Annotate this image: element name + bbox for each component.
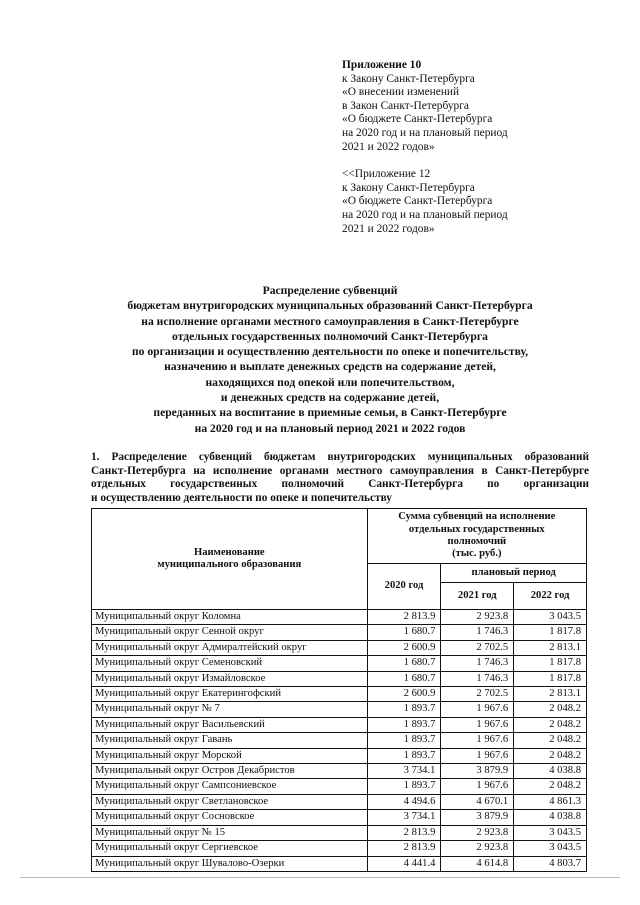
value-2022-cell: 2 048.2 bbox=[514, 733, 587, 748]
table-row bbox=[92, 671, 587, 686]
value-2022-cell: 4 803.7 bbox=[514, 856, 587, 871]
value-2022-cell: 2 048.2 bbox=[514, 702, 587, 717]
appendix-line: «О внесении изменений bbox=[342, 86, 460, 99]
value-2022-cell: 3 043.5 bbox=[514, 610, 587, 625]
value-2021-cell: 3 879.9 bbox=[441, 810, 514, 825]
sub-appendix-line: на 2020 год и на плановый период bbox=[342, 208, 508, 221]
name-column-header bbox=[92, 509, 368, 610]
district-name-cell: Муниципальный округ Шувалово-Озерки bbox=[92, 856, 368, 871]
value-2021-cell: 1 967.6 bbox=[441, 733, 514, 748]
district-name-cell: Муниципальный округ Измайловское bbox=[92, 671, 368, 686]
value-2020-cell: 2 813.9 bbox=[367, 825, 441, 840]
value-2021-cell: 3 879.9 bbox=[441, 764, 514, 779]
value-2022-cell: 3 043.5 bbox=[514, 841, 587, 856]
district-name-cell: Муниципальный округ Васильевский bbox=[92, 717, 368, 732]
value-2022-cell: 1 817.8 bbox=[514, 625, 587, 640]
value-2021-cell: 1 967.6 bbox=[441, 717, 514, 732]
page-edge-line bbox=[20, 877, 620, 878]
title-line: отдельных государственных полномочий Санкт-Петербурга bbox=[172, 329, 488, 343]
district-name-cell: Муниципальный округ Сампсониевское bbox=[92, 779, 368, 794]
value-2021-cell: 4 670.1 bbox=[441, 794, 514, 809]
value-2021-cell: 2 923.8 bbox=[441, 610, 514, 625]
sub-appendix-line: <<Приложение 12 bbox=[342, 168, 431, 181]
table-row bbox=[92, 810, 587, 825]
value-2022-cell: 1 817.8 bbox=[514, 656, 587, 671]
value-2020-cell: 1 680.7 bbox=[367, 625, 441, 640]
value-2020-cell: 1 893.7 bbox=[367, 733, 441, 748]
value-2020-cell: 1 893.7 bbox=[367, 779, 441, 794]
value-2021-cell: 1 746.3 bbox=[441, 625, 514, 640]
planned-period-header: плановый период bbox=[441, 564, 587, 583]
year-2021-header: 2021 год bbox=[441, 583, 514, 610]
year-2022-header: 2022 год bbox=[514, 583, 587, 610]
header-text: (тыс. руб.) bbox=[452, 548, 502, 560]
section-line: и осуществлению деятельности по опеке и попечительству bbox=[91, 491, 392, 504]
header-text: муниципального образования bbox=[157, 559, 302, 570]
table-row bbox=[92, 610, 587, 625]
table-row bbox=[92, 794, 587, 809]
appendix-line: к Закону Санкт-Петербурга bbox=[342, 72, 475, 85]
section-line: 1. Распределение субвенций бюджетам внутригородских муниципальных образований bbox=[91, 451, 589, 463]
title-line: на исполнение органами местного самоуправления в Санкт-Петербурге bbox=[141, 314, 519, 328]
value-2020-cell: 1 680.7 bbox=[367, 671, 441, 686]
district-name-cell: Муниципальный округ Сенной округ bbox=[92, 625, 368, 640]
district-name-cell: Муниципальный округ Морской bbox=[92, 748, 368, 763]
value-2021-cell: 2 923.8 bbox=[441, 825, 514, 840]
value-2022-cell: 2 048.2 bbox=[514, 748, 587, 763]
header-text: полномочий bbox=[447, 536, 507, 547]
value-2021-cell: 2 923.8 bbox=[441, 841, 514, 856]
title-line: переданных на воспитание в приемные семьи, в Санкт-Петербурге bbox=[153, 406, 507, 420]
value-2021-cell: 1 967.6 bbox=[441, 779, 514, 794]
table-row bbox=[92, 640, 587, 655]
district-name-cell: Муниципальный округ Светлановское bbox=[92, 794, 368, 809]
value-2020-cell: 4 441.4 bbox=[367, 856, 441, 871]
title-line: назначению и выплате денежных средств на содержание детей, bbox=[164, 360, 496, 374]
appendix-title: Приложение 10 bbox=[342, 59, 422, 71]
district-name-cell: Муниципальный округ Остров Декабристов bbox=[92, 764, 368, 779]
table-row bbox=[92, 702, 587, 717]
value-2022-cell: 2 048.2 bbox=[514, 717, 587, 732]
district-name-cell: Муниципальный округ Семеновский bbox=[92, 656, 368, 671]
table-row bbox=[92, 779, 587, 794]
header-text: Сумма субвенций на исполнение bbox=[398, 511, 556, 523]
value-2021-cell: 2 702.5 bbox=[441, 687, 514, 702]
table-row bbox=[92, 825, 587, 840]
table-row bbox=[92, 717, 587, 732]
district-name-cell: Муниципальный округ Сергиевское bbox=[92, 841, 368, 856]
value-2022-cell: 2 813.1 bbox=[514, 687, 587, 702]
table-row bbox=[92, 733, 587, 748]
year-2020-header: 2020 год bbox=[367, 564, 441, 610]
table-row bbox=[92, 841, 587, 856]
title-line: бюджетам внутригородских муниципальных образований Санкт-Петербурга bbox=[127, 299, 533, 313]
sub-appendix-line: к Закону Санкт-Петербурга bbox=[342, 181, 475, 194]
document-title bbox=[60, 283, 600, 436]
value-2022-cell: 4 038.8 bbox=[514, 764, 587, 779]
value-2020-cell: 3 734.1 bbox=[367, 810, 441, 825]
district-name-cell: Муниципальный округ Коломна bbox=[92, 610, 368, 625]
header-text: отдельных государственных bbox=[408, 523, 545, 535]
district-name-cell: Муниципальный округ № 15 bbox=[92, 825, 368, 840]
value-2020-cell: 2 600.9 bbox=[367, 640, 441, 655]
title-line: Распределение субвенций bbox=[262, 284, 398, 297]
table-row bbox=[92, 625, 587, 640]
header-text: Наименование bbox=[194, 546, 265, 558]
value-2020-cell: 2 813.9 bbox=[367, 841, 441, 856]
table-row bbox=[92, 764, 587, 779]
value-2020-cell: 3 734.1 bbox=[367, 764, 441, 779]
value-2020-cell: 2 600.9 bbox=[367, 687, 441, 702]
appendix-line: «О бюджете Санкт-Петербурга bbox=[342, 113, 493, 126]
appendix-line: 2021 и 2022 годов» bbox=[342, 140, 435, 153]
sum-column-header bbox=[367, 509, 586, 564]
subsidy-table bbox=[91, 508, 587, 872]
title-line: находящихся под опекой или попечительством, bbox=[205, 375, 455, 389]
value-2020-cell: 1 680.7 bbox=[367, 656, 441, 671]
sub-appendix-line: 2021 и 2022 годов» bbox=[342, 222, 435, 235]
value-2021-cell: 4 614.8 bbox=[441, 856, 514, 871]
value-2021-cell: 1 967.6 bbox=[441, 748, 514, 763]
value-2021-cell: 2 702.5 bbox=[441, 640, 514, 655]
district-name-cell: Муниципальный округ Адмиралтейский округ bbox=[92, 640, 368, 655]
value-2022-cell: 2 048.2 bbox=[514, 779, 587, 794]
district-name-cell: Муниципальный округ Гавань bbox=[92, 733, 368, 748]
table-row bbox=[92, 687, 587, 702]
value-2020-cell: 1 893.7 bbox=[367, 717, 441, 732]
table-row bbox=[92, 748, 587, 763]
value-2020-cell: 1 893.7 bbox=[367, 748, 441, 763]
value-2022-cell: 3 043.5 bbox=[514, 825, 587, 840]
district-name-cell: Муниципальный округ № 7 bbox=[92, 702, 368, 717]
value-2020-cell: 4 494.6 bbox=[367, 794, 441, 809]
title-line: по организации и осуществлению деятельности по опеке и попечительству, bbox=[131, 345, 528, 359]
value-2021-cell: 1 967.6 bbox=[441, 702, 514, 717]
value-2021-cell: 1 746.3 bbox=[441, 656, 514, 671]
district-name-cell: Муниципальный округ Екатерингофский bbox=[92, 687, 368, 702]
sub-appendix-line: «О бюджете Санкт-Петербурга bbox=[342, 195, 493, 208]
appendix-line: на 2020 год и на плановый период bbox=[342, 126, 508, 139]
table-row bbox=[92, 856, 587, 871]
value-2022-cell: 2 813.1 bbox=[514, 640, 587, 655]
appendix-line: в Закон Санкт-Петербурга bbox=[342, 99, 469, 112]
value-2020-cell: 2 813.9 bbox=[367, 610, 441, 625]
title-line: и денежных средств на содержание детей, bbox=[220, 391, 440, 405]
table-row bbox=[92, 656, 587, 671]
value-2021-cell: 1 746.3 bbox=[441, 671, 514, 686]
district-name-cell: Муниципальный округ Сосновское bbox=[92, 810, 368, 825]
section-heading bbox=[91, 451, 589, 505]
title-line: на 2020 год и на плановый период 2021 и 2022 годов bbox=[194, 421, 466, 435]
section-line: Санкт-Петербурга на исполнение органами местного самоуправления в Санкт-Петербурге bbox=[91, 464, 589, 477]
value-2022-cell: 4 861.3 bbox=[514, 794, 587, 809]
value-2020-cell: 1 893.7 bbox=[367, 702, 441, 717]
section-line: отдельных государственных полномочий Санкт-Петербурга по организации bbox=[91, 478, 589, 491]
appendix-block bbox=[342, 59, 508, 236]
value-2022-cell: 4 038.8 bbox=[514, 810, 587, 825]
value-2022-cell: 1 817.8 bbox=[514, 671, 587, 686]
